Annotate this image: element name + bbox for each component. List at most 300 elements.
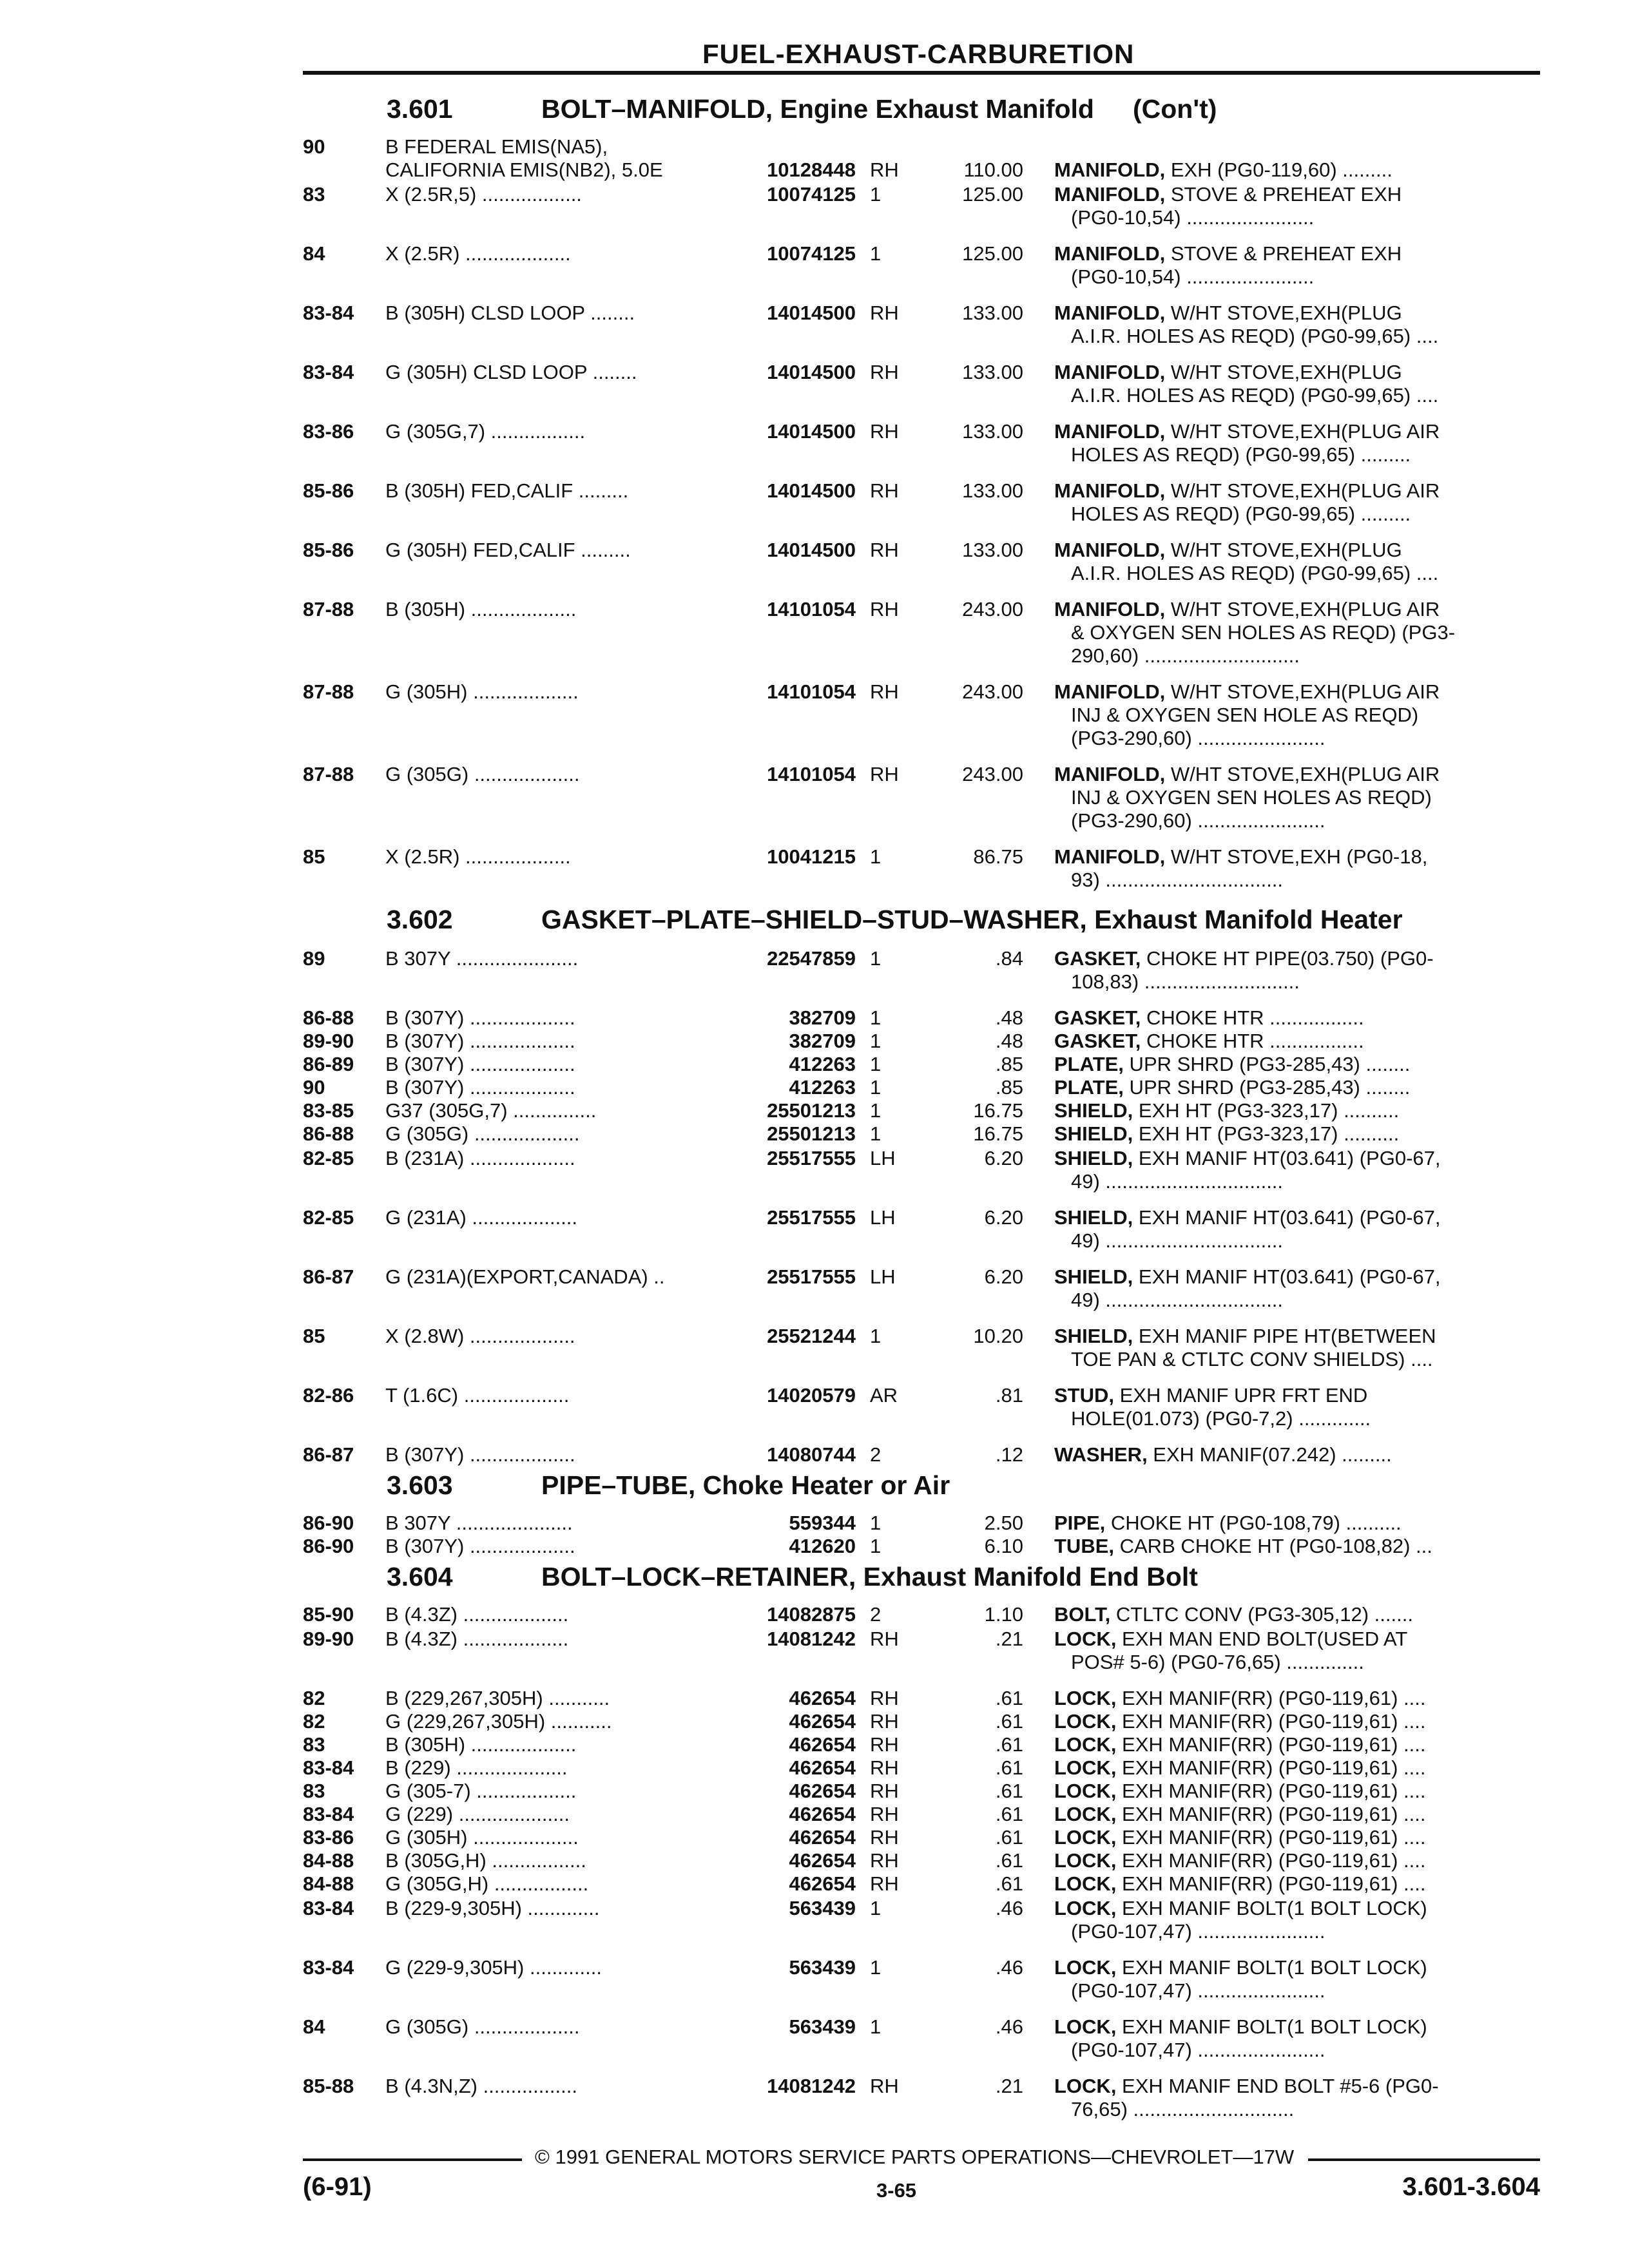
model-years: 85-88 [303, 2075, 354, 2097]
quantity: AR [870, 1384, 898, 1407]
description-text: EXH MANIF(RR) (PG0-119,61) .... [1116, 1849, 1426, 1872]
description-line [1054, 2075, 1526, 2098]
table-row [303, 845, 1540, 892]
description-line [1054, 970, 1526, 994]
description-line [1054, 644, 1526, 668]
table-row [303, 947, 1540, 994]
quantity: RH [870, 1849, 899, 1872]
description-text: CARB CHOKE HT (PG0-108,82) ... [1114, 1535, 1432, 1557]
part-number: 10074125 [767, 183, 856, 206]
description-line [1054, 1920, 1526, 1943]
description-line [1054, 1443, 1526, 1466]
application-series: B (307Y) ................... [385, 1535, 575, 1557]
quantity: RH [870, 598, 899, 620]
part-noun: PIPE, [1054, 1512, 1106, 1534]
part-description [1023, 1030, 1526, 1053]
description-text: EXH MANIF(RR) (PG0-119,61) .... [1116, 1687, 1426, 1709]
price: .21 [995, 2075, 1023, 2097]
footer-page-number: 3-65 [876, 2179, 917, 2202]
table-row [303, 361, 1540, 407]
description-line [1054, 1512, 1526, 1535]
table-row [303, 1325, 1540, 1371]
price: 133.00 [962, 539, 1023, 561]
description-line [1054, 1956, 1526, 1979]
description-line [1054, 1030, 1526, 1053]
part-noun: TUBE, [1054, 1535, 1114, 1557]
price: .46 [995, 1897, 1023, 1919]
part-description [1023, 1535, 1526, 1558]
part-noun: GASKET, [1054, 947, 1141, 970]
price: .61 [995, 1849, 1023, 1872]
quantity: LH [870, 1265, 896, 1288]
price: .61 [995, 1803, 1023, 1825]
application-series: G (229,267,305H) ........... [385, 1710, 612, 1733]
description-line [1054, 1407, 1526, 1430]
part-number: 462654 [789, 1710, 856, 1733]
part-number: 14014500 [767, 479, 856, 502]
part-number: 25501213 [767, 1122, 856, 1145]
description-line [1054, 159, 1526, 182]
description-text: 49) ................................ [1071, 1170, 1284, 1193]
part-noun: WASHER, [1054, 1443, 1148, 1466]
part-noun: MANIFOLD, [1054, 302, 1166, 324]
description-line [1054, 539, 1526, 562]
part-number: 563439 [789, 1897, 856, 1919]
table-row [303, 1147, 1540, 1193]
description-text: EXH MANIF(RR) (PG0-119,61) .... [1116, 1872, 1426, 1895]
description-line [1054, 2015, 1526, 2039]
price: 16.75 [973, 1099, 1023, 1122]
description-text: EXH MANIF BOLT(1 BOLT LOCK) [1116, 1897, 1427, 1919]
model-years: 84 [303, 2015, 325, 2038]
description-line [1054, 265, 1526, 289]
part-description [1023, 1053, 1526, 1076]
model-years: 82-86 [303, 1384, 354, 1407]
part-description [1023, 183, 1526, 229]
part-description [1023, 1512, 1526, 1535]
quantity: 1 [870, 1099, 882, 1122]
description-line [1054, 845, 1526, 869]
part-noun: LOCK, [1054, 1628, 1117, 1650]
quantity: LH [870, 1147, 896, 1169]
price: 125.00 [962, 183, 1023, 206]
price: 10.20 [973, 1325, 1023, 1347]
description-text: EXH MAN END BOLT(USED AT [1116, 1628, 1408, 1650]
application-series: B 307Y ...................... [385, 947, 579, 970]
part-noun: SHIELD, [1054, 1147, 1133, 1169]
application-series: CALIFORNIA EMIS(NB2), 5.0E [385, 159, 663, 181]
description-line [1054, 1849, 1526, 1872]
part-description [1023, 845, 1526, 892]
application-series: B (305H) CLSD LOOP ........ [385, 302, 635, 324]
part-number: 25517555 [767, 1147, 856, 1169]
application-series: B (305G,H) ................. [385, 1849, 586, 1872]
model-years: 86-87 [303, 1265, 354, 1288]
description-line [1054, 1628, 1526, 1651]
description-line [1054, 1979, 1526, 2003]
part-description [1023, 1122, 1526, 1146]
table-row [303, 1535, 1540, 1558]
part-description [1023, 1099, 1526, 1122]
description-text: W/HT STOVE,EXH (PG0-18, [1165, 845, 1428, 868]
application-series: B (231A) ................... [385, 1147, 575, 1169]
table-row [303, 1687, 1540, 1710]
table-row [303, 1006, 1540, 1030]
description-text: UPR SHRD (PG3-285,43) ........ [1123, 1076, 1411, 1099]
description-text: 108,83) ............................ [1071, 970, 1300, 993]
description-line [1054, 1325, 1526, 1348]
part-noun: MANIFOLD, [1054, 598, 1166, 620]
price: .85 [995, 1076, 1023, 1099]
price: .21 [995, 1628, 1023, 1650]
application-series: B (229-9,305H) ............. [385, 1897, 600, 1919]
application-series: G (305-7) .................. [385, 1780, 577, 1802]
part-number: 10041215 [767, 845, 856, 868]
description-text: EXH MANIF UPR FRT END [1114, 1384, 1368, 1407]
model-years: 83 [303, 1733, 325, 1756]
model-years: 83-86 [303, 1826, 354, 1849]
application-series: B (305H) FED,CALIF ......... [385, 479, 629, 502]
price: .61 [995, 1872, 1023, 1895]
description-line [1054, 598, 1526, 621]
part-noun: MANIFOLD, [1054, 420, 1166, 443]
part-description [1023, 1325, 1526, 1371]
price: 1.10 [984, 1603, 1023, 1626]
table-row [303, 1603, 1540, 1626]
footer-rule-right [1308, 2158, 1540, 2161]
part-description [1023, 1628, 1526, 1674]
application-series: B (229,267,305H) ........... [385, 1687, 610, 1709]
part-description [1023, 1780, 1526, 1803]
price: 6.20 [984, 1265, 1023, 1288]
part-number: 14020579 [767, 1384, 856, 1407]
application-series: G (305H) FED,CALIF ......... [385, 539, 631, 561]
description-line [1054, 1803, 1526, 1826]
part-number: 462654 [789, 1687, 856, 1709]
application-series: B (307Y) ................... [385, 1030, 575, 1052]
description-text: EXH MANIF(RR) (PG0-119,61) .... [1116, 1756, 1426, 1779]
table-row [303, 135, 1540, 159]
description-line [1054, 1147, 1526, 1170]
part-number: 462654 [789, 1826, 856, 1849]
model-years: 82-85 [303, 1147, 354, 1169]
model-years: 86-89 [303, 1053, 354, 1075]
model-years: 86-90 [303, 1512, 354, 1534]
part-number: 563439 [789, 2015, 856, 2038]
table-row [303, 420, 1540, 466]
description-text: 76,65) ............................. [1071, 2098, 1295, 2120]
quantity: RH [870, 159, 899, 181]
part-description [1023, 1710, 1526, 1733]
table-row [303, 1206, 1540, 1253]
section-number: 3.601 [387, 94, 453, 124]
part-number: 14082875 [767, 1603, 856, 1626]
quantity: LH [870, 1206, 896, 1229]
part-description [1023, 1603, 1526, 1626]
footer-copyright: © 1991 GENERAL MOTORS SERVICE PARTS OPERATIONS—CHEVROLET—17W [535, 2146, 1295, 2168]
description-text: W/HT STOVE,EXH(PLUG AIR [1165, 763, 1440, 785]
table-row [303, 1956, 1540, 2003]
part-description [1023, 2075, 1526, 2121]
quantity: RH [870, 1803, 899, 1825]
price: .85 [995, 1053, 1023, 1075]
application-series: G (305H) ................... [385, 680, 579, 703]
quantity: RH [870, 1780, 899, 1802]
quantity: 1 [870, 242, 882, 265]
model-years: 85-86 [303, 479, 354, 502]
part-number: 462654 [789, 1803, 856, 1825]
part-description [1023, 1076, 1526, 1099]
table-row [303, 1710, 1540, 1733]
section-number: 3.602 [387, 905, 453, 934]
application-series: G (305G,H) ................. [385, 1872, 589, 1895]
table-row [303, 680, 1540, 750]
model-years: 84-88 [303, 1872, 354, 1895]
description-text: EXH MANIF HT(03.641) (PG0-67, [1133, 1265, 1441, 1288]
description-line [1054, 809, 1526, 832]
description-text: CHOKE HT PIPE(03.750) (PG0- [1141, 947, 1434, 970]
model-years: 89 [303, 947, 325, 970]
part-description [1023, 479, 1526, 526]
part-number: 14101054 [767, 680, 856, 703]
description-text: CHOKE HT (PG0-108,79) .......... [1105, 1512, 1402, 1534]
quantity: 1 [870, 1076, 882, 1099]
description-line [1054, 1780, 1526, 1803]
table-row [303, 479, 1540, 526]
price: .46 [995, 2015, 1023, 2038]
quantity: 1 [870, 1897, 882, 1919]
price: 2.50 [984, 1512, 1023, 1534]
table-row [303, 242, 1540, 289]
description-line [1054, 1229, 1526, 1253]
application-series: B (4.3Z) ................... [385, 1628, 569, 1650]
description-text: W/HT STOVE,EXH(PLUG AIR [1165, 479, 1440, 502]
part-number: 14014500 [767, 539, 856, 561]
description-text: EXH HT (PG3-323,17) .......... [1133, 1099, 1400, 1122]
application-series: G (305H) CLSD LOOP ........ [385, 361, 637, 383]
part-noun: MANIFOLD, [1054, 680, 1166, 703]
part-description [1023, 1849, 1526, 1872]
part-description [1023, 1443, 1526, 1466]
section-title: GASKET–PLATE–SHIELD–STUD–WASHER, Exhaust Manifold Heater [541, 905, 1403, 934]
quantity: RH [870, 1710, 899, 1733]
part-noun: PLATE, [1054, 1053, 1124, 1075]
quantity: RH [870, 1733, 899, 1756]
table-row [303, 1826, 1540, 1849]
model-years: 83-84 [303, 1897, 354, 1919]
part-number: 14081242 [767, 2075, 856, 2097]
part-noun: LOCK, [1054, 1826, 1117, 1849]
price: 86.75 [973, 845, 1023, 868]
description-text: CHOKE HTR ................. [1141, 1030, 1364, 1052]
part-noun: LOCK, [1054, 1687, 1117, 1709]
table-row [303, 1076, 1540, 1099]
part-number: 10074125 [767, 242, 856, 265]
page-footer [303, 2146, 1540, 2223]
description-line [1054, 1756, 1526, 1780]
part-noun: BOLT, [1054, 1603, 1111, 1626]
description-line [1054, 869, 1526, 892]
description-text: W/HT STOVE,EXH(PLUG AIR [1165, 598, 1440, 620]
footer-section-range: 3.601-3.604 [1402, 2173, 1540, 2201]
description-line [1054, 1348, 1526, 1371]
part-description [1023, 1872, 1526, 1896]
description-line [1054, 183, 1526, 206]
table-row [303, 159, 1540, 182]
price: .46 [995, 1956, 1023, 1979]
description-text: EXH MANIF BOLT(1 BOLT LOCK) [1116, 1956, 1427, 1979]
table-row [303, 1628, 1540, 1674]
model-years: 83-84 [303, 302, 354, 324]
application-series: X (2.8W) ................... [385, 1325, 575, 1347]
application-series: G (231A)(EXPORT,CANADA) .. [385, 1265, 665, 1288]
part-noun: SHIELD, [1054, 1206, 1133, 1229]
description-line [1054, 1076, 1526, 1099]
description-line [1054, 2098, 1526, 2121]
description-text: INJ & OXYGEN SEN HOLE AS REQD) [1071, 704, 1419, 726]
application-series: G (229-9,305H) ............. [385, 1956, 602, 1979]
table-row [303, 1384, 1540, 1430]
description-line [1054, 680, 1526, 704]
table-row [303, 2015, 1540, 2062]
table-row [303, 763, 1540, 832]
section-heading [303, 1562, 1540, 1603]
description-text: 49) ................................ [1071, 1289, 1284, 1311]
description-line [1054, 479, 1526, 503]
description-line [1054, 2039, 1526, 2062]
price: 6.20 [984, 1206, 1023, 1229]
model-years: 85 [303, 845, 325, 868]
price: 110.00 [963, 159, 1023, 181]
model-years: 87-88 [303, 763, 354, 785]
description-text: A.I.R. HOLES AS REQD) (PG0-99,65) .... [1071, 325, 1439, 347]
model-years: 90 [303, 135, 325, 158]
application-series: X (2.5R) ................... [385, 845, 571, 868]
application-series: G (305G) ................... [385, 2015, 580, 2038]
application-series: B (305H) ................... [385, 1733, 577, 1756]
section-number: 3.604 [387, 1562, 453, 1591]
price: .61 [995, 1710, 1023, 1733]
part-noun: MANIFOLD, [1054, 361, 1166, 383]
part-number: 14014500 [767, 420, 856, 443]
part-number: 25521244 [767, 1325, 856, 1347]
description-text: (PG0-107,47) ....................... [1071, 1979, 1325, 2002]
part-number: 10128448 [767, 159, 856, 181]
part-description [1023, 302, 1526, 348]
part-noun: LOCK, [1054, 1756, 1117, 1779]
description-line [1054, 704, 1526, 727]
description-line [1054, 727, 1526, 750]
part-noun: GASKET, [1054, 1006, 1141, 1029]
table-row [303, 1756, 1540, 1780]
description-line [1054, 1099, 1526, 1122]
part-number: 14101054 [767, 598, 856, 620]
quantity: 2 [870, 1603, 882, 1626]
description-text: INJ & OXYGEN SEN HOLES AS REQD) [1071, 786, 1432, 809]
description-line [1054, 947, 1526, 970]
price: .61 [995, 1687, 1023, 1709]
parts-catalog [303, 90, 1540, 2134]
part-description [1023, 680, 1526, 750]
quantity: 2 [870, 1443, 882, 1466]
part-noun: LOCK, [1054, 2015, 1117, 2038]
section-title: PIPE–TUBE, Choke Heater or Air [541, 1470, 950, 1500]
description-text: (PG3-290,60) ....................... [1071, 809, 1325, 832]
section-number: 3.603 [387, 1470, 453, 1500]
description-line [1054, 242, 1526, 265]
description-line [1054, 786, 1526, 809]
description-line [1054, 206, 1526, 229]
quantity: RH [870, 763, 899, 785]
part-description [1023, 2015, 1526, 2062]
table-row [303, 1122, 1540, 1146]
price: 243.00 [962, 680, 1023, 703]
description-line [1054, 1651, 1526, 1674]
application-series: B FEDERAL EMIS(NA5), [385, 135, 608, 158]
description-text: A.I.R. HOLES AS REQD) (PG0-99,65) .... [1071, 562, 1439, 584]
part-description [1023, 539, 1526, 585]
part-description [1023, 1687, 1526, 1710]
model-years: 82 [303, 1710, 325, 1733]
part-noun: PLATE, [1054, 1076, 1124, 1099]
model-years: 83-84 [303, 1956, 354, 1979]
description-text: W/HT STOVE,EXH(PLUG [1165, 539, 1402, 561]
price: 133.00 [962, 302, 1023, 324]
application-series: B (229) .................... [385, 1756, 568, 1779]
description-text: EXH MANIF BOLT(1 BOLT LOCK) [1116, 2015, 1427, 2038]
table-row [303, 1512, 1540, 1535]
application-series: G (305G,7) ................. [385, 420, 586, 443]
price: 6.20 [984, 1147, 1023, 1169]
part-noun: LOCK, [1054, 1956, 1117, 1979]
price: .81 [995, 1384, 1023, 1407]
description-text: CHOKE HTR ................. [1141, 1006, 1364, 1029]
quantity: 1 [870, 1006, 882, 1029]
description-text: (PG0-107,47) ....................... [1071, 2039, 1325, 2061]
description-text: EXH MANIF(RR) (PG0-119,61) .... [1116, 1780, 1426, 1802]
description-text: EXH MANIF(RR) (PG0-119,61) .... [1116, 1826, 1426, 1849]
part-description [1023, 1803, 1526, 1826]
description-text: TOE PAN & CTLTC CONV SHIELDS) .... [1071, 1348, 1433, 1370]
table-row [303, 183, 1540, 229]
model-years: 83-84 [303, 361, 354, 383]
part-noun: MANIFOLD, [1054, 242, 1166, 265]
description-text: EXH MANIF(RR) (PG0-119,61) .... [1116, 1710, 1426, 1733]
part-noun: MANIFOLD, [1054, 845, 1166, 868]
application-series: G (231A) ................... [385, 1206, 578, 1229]
section-heading [303, 1470, 1540, 1512]
part-description [1023, 1006, 1526, 1030]
price: 133.00 [962, 420, 1023, 443]
part-noun: LOCK, [1054, 1897, 1117, 1919]
part-number: 412263 [789, 1076, 856, 1099]
description-text: CTLTC CONV (PG3-305,12) ....... [1110, 1603, 1413, 1626]
price: .61 [995, 1756, 1023, 1779]
part-noun: GASKET, [1054, 1030, 1141, 1052]
description-line [1054, 443, 1526, 466]
description-line [1054, 1170, 1526, 1193]
description-text: (PG0-107,47) ....................... [1071, 1920, 1325, 1943]
application-series: B (307Y) ................... [385, 1443, 575, 1466]
application-series: T (1.6C) ................... [385, 1384, 570, 1407]
part-number: 14014500 [767, 302, 856, 324]
part-number: 462654 [789, 1872, 856, 1895]
description-text: W/HT STOVE,EXH(PLUG [1165, 302, 1402, 324]
table-row [303, 1099, 1540, 1122]
table-row [303, 1780, 1540, 1803]
part-number: 25501213 [767, 1099, 856, 1122]
part-noun: LOCK, [1054, 2075, 1117, 2097]
